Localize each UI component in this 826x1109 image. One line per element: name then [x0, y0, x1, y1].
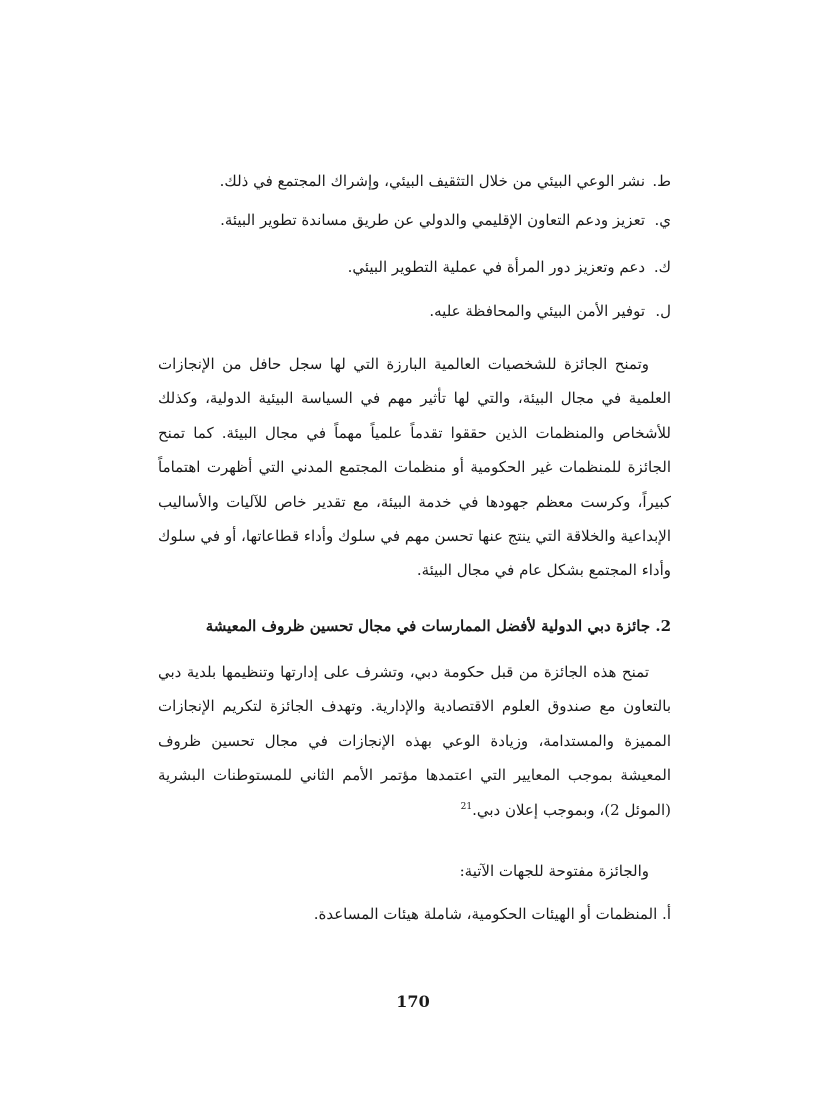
- paragraph-award-recipients: [158, 347, 671, 588]
- paragraph-text: والجائزة مفتوحة للجهات الآتية:: [459, 862, 649, 880]
- list-item-text: دعم وتعزيز دور المرأة في عملية التطوير البيئي.: [347, 258, 645, 276]
- list-item-text: تعزيز ودعم التعاون الإقليمي والدولي عن طريق مساندة تطوير البيئة.: [220, 211, 645, 229]
- list-item: [151, 208, 671, 232]
- list-item-text: توفير الأمن البيئي والمحافظة عليه.: [429, 302, 645, 320]
- paragraph-text: تمنح هذه الجائزة من قبل حكومة دبي، وتشرف على إدارتها وتنظيمها بلدية دبي بالتعاون مع صندوق العلوم الاقتصادية والإدارية. وتهدف الجائزة لتكريم الإنجازات المميزة والمستدامة، وزيادة الوعي بهذه الإنجازات في مجال تحسين ظروف المعيشة بموجب المعايير التي اعتمدها مؤتمر الأمم الثاني للمستوطنات البشرية (الموئل 2)، وبموجب إعلان دبي.: [158, 663, 671, 819]
- list-item: [151, 299, 671, 323]
- list-item-letter: ي.: [654, 211, 671, 229]
- list-item-letter: ط.: [652, 172, 671, 190]
- footnote-reference[interactable]: 21: [460, 801, 473, 812]
- list-item: [151, 169, 671, 193]
- paragraph-text: وتمنح الجائزة للشخصيات العالمية البارزة التي لها سجل حافل من الإنجازات العلمية في مجال البيئة، والتي لها تأثير مهم في السياسة البيئية الدولية، وكذلك للأشخاص والمنظمات الذين حققوا تقدماً علمياً مهماً في مجال البيئة. كما تمنح الجائزة للمنظمات غير الحكومية أو منظمات المجتمع المدني التي أظهرت اهتماماً كبيراً، وكرست معظم جهودها في خدمة البيئة، مع تقدير خاص للآليات والأساليب الإبداعية والخلاقة التي ينتج عنها تحسن مهم في سلوك وأداء قطاعاتها، أو في سلوك وأداء المجتمع بشكل عام في مجال البيئة.: [158, 355, 671, 580]
- list-item-letter: ك.: [653, 258, 671, 276]
- list-item: [151, 255, 671, 279]
- list-item-text: أ. المنظمات أو الهيئات الحكومية، شاملة هيئات المساعدة.: [313, 905, 671, 923]
- list-item-letter: ل.: [655, 302, 671, 320]
- section-heading: 2. جائزة دبي الدولية لأفضل الممارسات في مجال تحسين ظروف المعيشة: [205, 617, 671, 635]
- page-number: 170: [396, 992, 430, 1011]
- list-item-text: نشر الوعي البيئي من خلال التثقيف البيئي، وإشراك المجتمع في ذلك.: [219, 172, 645, 190]
- paragraph-dubai-award: [158, 655, 671, 827]
- list-item: [151, 902, 671, 926]
- paragraph-eligibility: [151, 859, 671, 883]
